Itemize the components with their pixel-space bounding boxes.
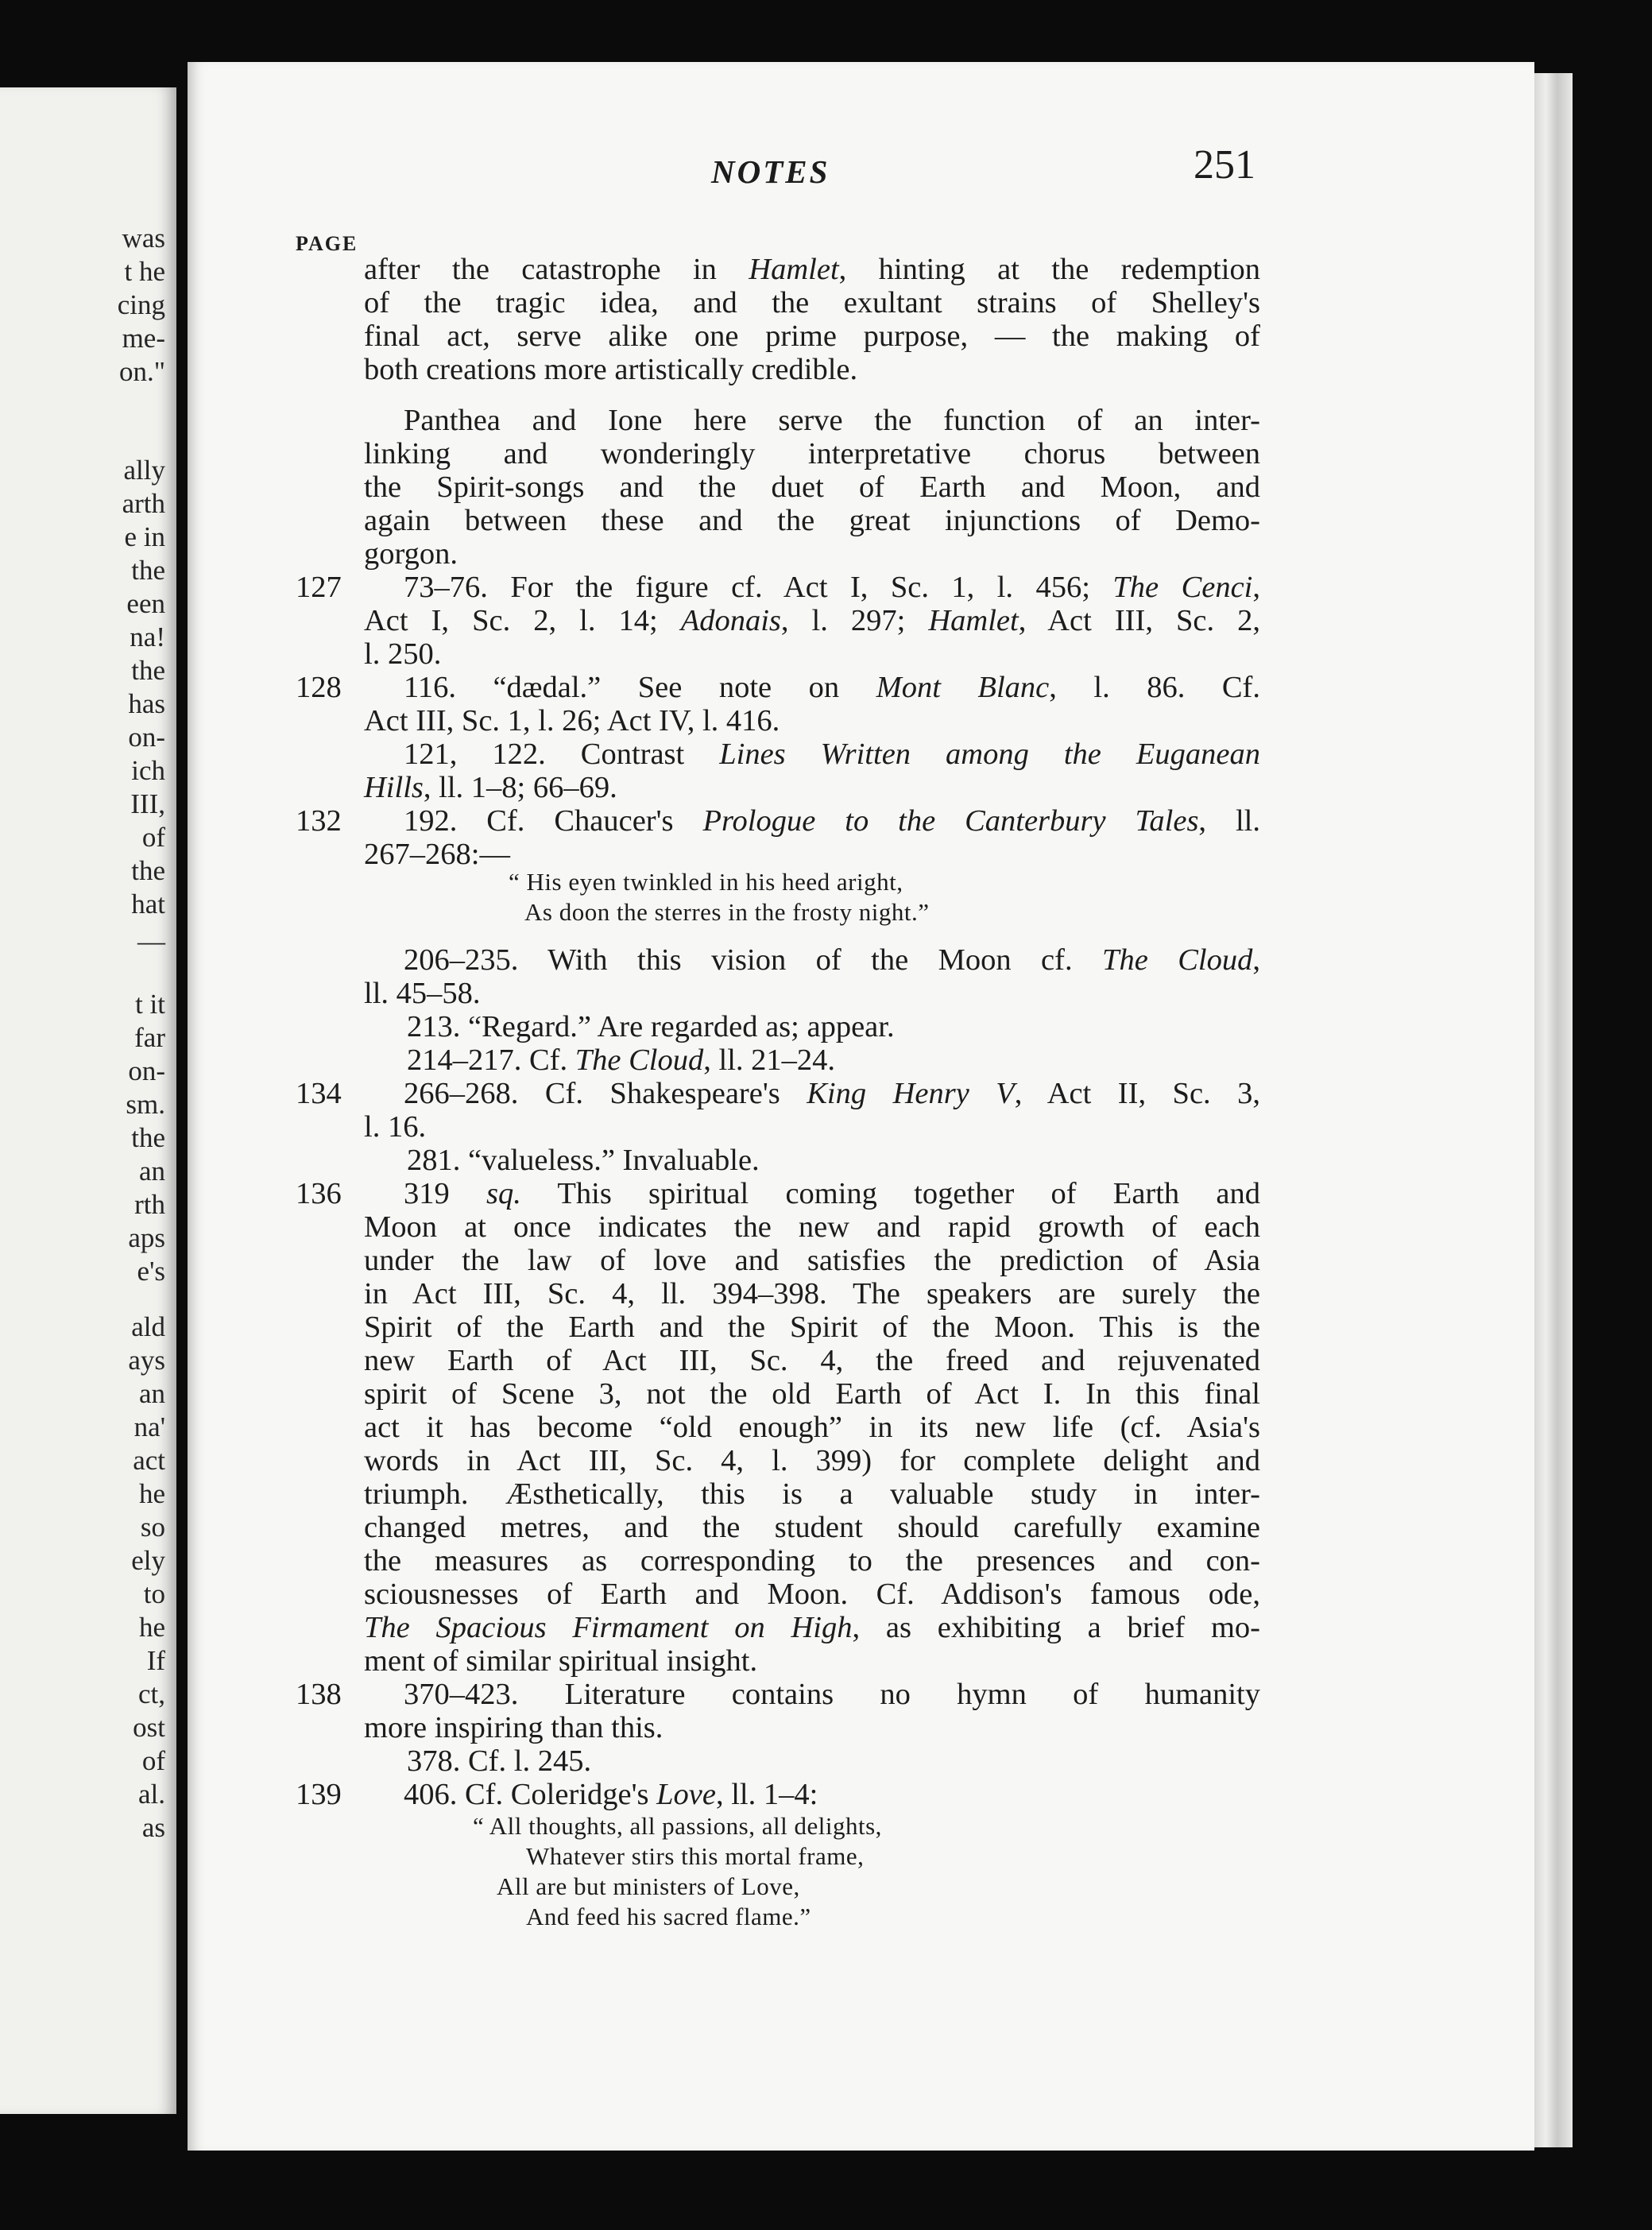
paragraph-line: the Spirit-songs and the duet of Earth and Moon, and	[364, 470, 1260, 504]
note-line: 266–268. Cf. Shakespeare's King Henry V, Act II, Sc. 3,	[404, 1077, 1261, 1110]
paragraph-line: final act, serve alike one prime purpose, — the making of	[364, 319, 1260, 353]
facing-page-line-fragment: hat	[131, 889, 165, 919]
facing-page-line-fragment: he	[138, 1478, 165, 1509]
referenced-page-number: 127	[296, 571, 342, 604]
note-line: 281. “valueless.” Invaluable.	[407, 1144, 760, 1177]
note-line: 121, 122. Contrast Lines Written among the Euganean	[404, 738, 1260, 771]
facing-page-line-fragment: ays	[128, 1345, 165, 1376]
facing-page-line-fragment: he	[138, 1612, 165, 1643]
facing-page-line-fragment: act	[133, 1445, 165, 1476]
page-column-label: PAGE	[296, 232, 358, 255]
paragraph-line: gorgon.	[364, 537, 458, 571]
facing-page-line-fragment: al.	[137, 1779, 165, 1810]
facing-page-line-fragment: III,	[130, 788, 165, 819]
facing-page-line-fragment: so	[140, 1512, 165, 1543]
note-line: the measures as corresponding to the presences and con-	[364, 1544, 1260, 1578]
note-line: 206–235. With this vision of the Moon cf. The Cloud,	[404, 943, 1260, 977]
facing-page-line-fragment: t it	[135, 989, 165, 1020]
facing-page-line-fragment: as	[141, 1812, 165, 1843]
note-line: sciousnesses of Earth and Moon. Cf. Addison's famous ode,	[364, 1578, 1260, 1611]
facing-page-line-fragment: on-	[128, 1055, 165, 1086]
note-line: Moon at once indicates the new and rapid growth of each	[364, 1210, 1260, 1244]
facing-page-line-fragment: far	[134, 1022, 165, 1053]
referenced-page-number: 139	[296, 1778, 342, 1811]
quotation-line: “ His eyen twinkled in his heed aright,	[509, 868, 903, 896]
facing-page-fragment	[0, 87, 176, 2114]
facing-page-line-fragment: me-	[122, 323, 165, 354]
referenced-page-number: 136	[296, 1177, 342, 1210]
note-line: in Act III, Sc. 4, ll. 394–398. The speakers are surely the	[364, 1277, 1260, 1311]
facing-page-line-fragment: ost	[133, 1712, 165, 1743]
note-line: 192. Cf. Chaucer's Prologue to the Canterbury Tales, ll.	[404, 804, 1260, 838]
paragraph-line: of the tragic idea, and the exultant strains of Shelley's	[364, 286, 1260, 319]
note-line: 378. Cf. l. 245.	[407, 1744, 592, 1778]
note-line: act it has become “old enough” in its new life (cf. Asia's	[364, 1411, 1260, 1444]
facing-page-line-fragment: e's	[137, 1256, 165, 1287]
paragraph-line: linking and wonderingly interpretative chorus between	[364, 437, 1260, 470]
facing-page-line-fragment: na!	[130, 621, 165, 652]
referenced-page-number: 128	[296, 671, 342, 704]
facing-page-line-fragment: ich	[131, 755, 165, 786]
facing-page-line-fragment: the	[131, 555, 165, 586]
referenced-page-number: 138	[296, 1678, 342, 1711]
note-line: 319 sq. This spiritual coming together of Earth and	[404, 1177, 1260, 1210]
note-line: Hills, ll. 1–8; 66–69.	[364, 771, 617, 804]
note-line: 214–217. Cf. The Cloud, ll. 21–24.	[407, 1043, 836, 1077]
referenced-page-number: 132	[296, 804, 342, 838]
paragraph-line: Panthea and Ione here serve the function of an inter-	[404, 404, 1260, 437]
facing-page-line-fragment: If	[146, 1645, 165, 1676]
quotation-line: All are but ministers of Love,	[497, 1872, 800, 1900]
facing-page-line-fragment: the	[131, 855, 165, 886]
note-line: ment of similar spiritual insight.	[364, 1644, 758, 1678]
facing-page-line-fragment: ald	[131, 1311, 165, 1342]
facing-page-line-fragment: ally	[123, 455, 165, 486]
note-line: triumph. Æsthetically, this is a valuable study in inter-	[364, 1477, 1260, 1511]
note-line: Act I, Sc. 2, l. 14; Adonais, l. 297; Hamlet, Act III, Sc. 2,	[364, 604, 1260, 637]
paragraph-line: both creations more artistically credible.	[364, 353, 858, 386]
facing-page-line-fragment: the	[131, 1122, 165, 1153]
page-edge	[1534, 73, 1573, 2147]
note-line: 116. “dædal.” See note on Mont Blanc, l. 86. Cf.	[404, 671, 1260, 704]
facing-page-line-fragment: sm.	[126, 1089, 165, 1120]
facing-page-line-fragment: ely	[131, 1545, 165, 1576]
facing-page-line-fragment: an	[138, 1378, 165, 1409]
quotation-line: Whatever stirs this mortal frame,	[526, 1842, 865, 1870]
note-line: The Spacious Firmament on High, as exhibiting a brief mo-	[364, 1611, 1260, 1644]
facing-page-line-fragment: was	[122, 223, 165, 254]
quotation-line: As doon the sterres in the frosty night.”	[524, 898, 930, 926]
note-line: Act III, Sc. 1, l. 26; Act IV, l. 416.	[364, 704, 780, 738]
facing-page-line-fragment: rth	[134, 1189, 165, 1220]
facing-page-line-fragment: the	[131, 655, 165, 686]
facing-page-line-fragment: —	[137, 926, 165, 957]
facing-page-line-fragment: ct,	[137, 1678, 165, 1709]
running-head: NOTES	[711, 153, 830, 190]
facing-page-line-fragment: na'	[133, 1411, 165, 1442]
facing-page-line-fragment: an	[138, 1156, 165, 1187]
note-line: new Earth of Act III, Sc. 4, the freed and rejuvenated	[364, 1344, 1260, 1377]
facing-page-line-fragment: t he	[124, 256, 165, 287]
note-line: l. 250.	[364, 637, 442, 671]
facing-page-line-fragment: of	[141, 1745, 165, 1776]
page-number: 251	[1194, 142, 1255, 188]
note-line: changed metres, and the student should carefully examine	[364, 1511, 1260, 1544]
note-line: l. 16.	[364, 1110, 427, 1144]
quotation-line: And feed his sacred flame.”	[526, 1903, 811, 1930]
note-line: 370–423. Literature contains no hymn of humanity	[404, 1678, 1260, 1711]
note-line: 73–76. For the figure cf. Act I, Sc. 1, l. 456; The Cenci,	[404, 571, 1260, 604]
note-line: Spirit of the Earth and the Spirit of the Moon. This is the	[364, 1311, 1260, 1344]
note-line: 406. Cf. Coleridge's Love, ll. 1–4:	[404, 1778, 818, 1811]
facing-page-line-fragment: of	[141, 822, 165, 853]
note-line: 267–268:—	[364, 838, 510, 871]
note-line: spirit of Scene 3, not the old Earth of Act I. In this final	[364, 1377, 1260, 1411]
note-line: more inspiring than this.	[364, 1711, 664, 1744]
facing-page-line-fragment: to	[143, 1578, 165, 1609]
note-line: under the law of love and satisfies the prediction of Asia	[364, 1244, 1260, 1277]
facing-page-line-fragment: e in	[124, 521, 165, 552]
facing-page-line-fragment: aps	[128, 1222, 165, 1253]
facing-page-line-fragment: een	[126, 588, 165, 619]
note-line: words in Act III, Sc. 4, l. 399) for complete delight and	[364, 1444, 1260, 1477]
facing-page-line-fragment: on-	[128, 722, 165, 753]
facing-page-line-fragment: on."	[118, 356, 165, 387]
note-line: ll. 45–58.	[364, 977, 481, 1010]
note-line: 213. “Regard.” Are regarded as; appear.	[407, 1010, 895, 1043]
paragraph-line: after the catastrophe in Hamlet, hinting at the redemption	[364, 253, 1261, 286]
quotation-line: “ All thoughts, all passions, all delights,	[473, 1812, 882, 1840]
paragraph-line: again between these and the great injunctions of Demo-	[364, 504, 1260, 537]
facing-page-line-fragment: cing	[117, 289, 165, 320]
referenced-page-number: 134	[296, 1077, 342, 1110]
facing-page-line-fragment: has	[128, 688, 165, 719]
facing-page-line-fragment: arth	[122, 488, 165, 519]
